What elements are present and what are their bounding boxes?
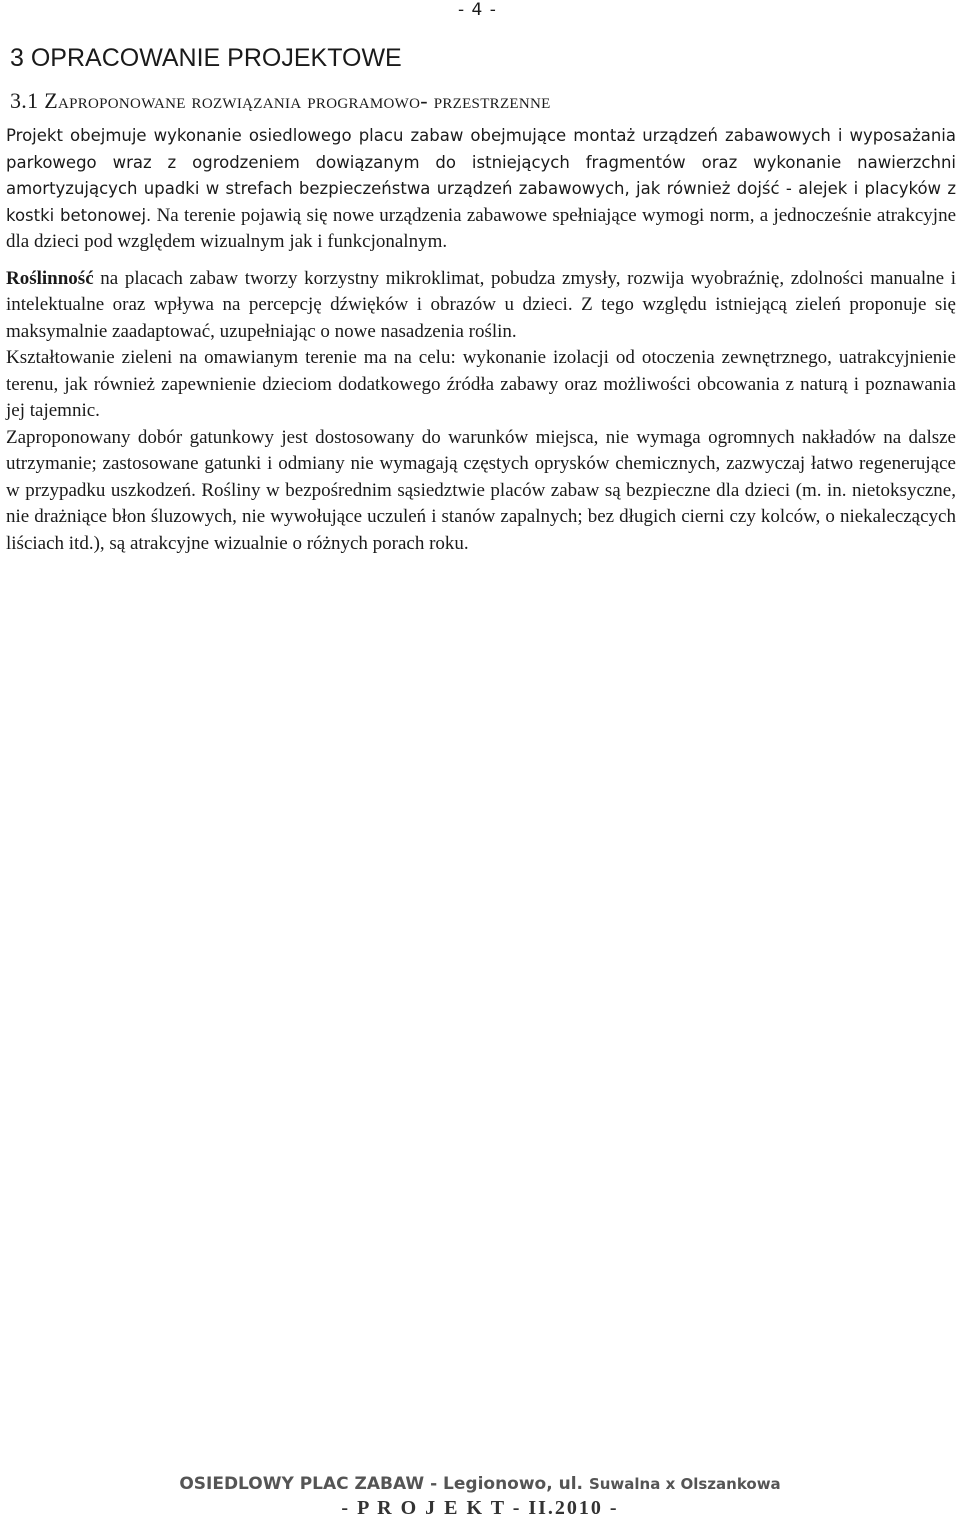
paragraph-plants	[6, 266, 956, 346]
paragraph-intro-part2: Na terenie pojawią się nowe urządzenia zabawowe spełniające wymogi norm, a jednocześnie atrakcyjne dla dzieci pod względem wizualnym jak i funkcjonalnym.	[6, 204, 957, 252]
paragraph-greenery: Kształtowanie zieleni na omawianym terenie ma na celu: wykonanie izolacji od otoczenia zewnętrznego, uatrakcyjnienie terenu, jak również zapewnienie dzieciom dodatkowego źródła zabawy oraz możliwości obcowania z naturą i poznawania jej tajemnic.	[6, 347, 956, 421]
paragraph-species: Zaproponowany dobór gatunkowy jest dostosowany do warunków miejsca, nie wymaga ogromnych nakładów na dalsze utrzymanie; zastosowane gatunki i odmiany nie wymagają częstych oprysków chemicznych, zazwyczaj łatwo regenerujące w przypadku uszkodzeń. Rośliny w bezpośrednim sąsiedztwie placów zabaw są bezpieczne dla dzieci (m. in. nietoksyczne, nie drażniące błon śluzowych, nie wywołujące uczuleń i stanów zapalnych; bez długich cierni czy kolców, o niekaleczących liściach itd.), są atrakcyjne wizualnie o różnych porach roku.	[6, 426, 956, 554]
footer-project-date: - P R O J E K T - II.2010 -	[341, 1497, 619, 1519]
section-heading: 3 OPRACOWANIE PROJEKTOWE	[10, 44, 402, 72]
paragraph-plants-text: na placach zabaw tworzy korzystny mikroklimat, pobudza zmysły, rozwija wyobraźnię, zdolności manualne i intelektualne oraz wpływa na percepcję dźwięków i obrazów u dzieci. Z tego względu istniejącą zieleń proponuje się maksymalnie zaadaptować, uzupełniając o nowe nasadzenia roślin.	[6, 267, 956, 342]
page-number: - 4 -	[458, 0, 497, 20]
paragraph-intro-part1: Projekt obejmuje wykonanie osiedlowego placu zabaw obejmujące montaż urządzeń zabawowych i wyposażania parkowego wraz z ogrodzeniem dowiązanym do istniejących fragmentów oraz wykonanie nawierzchni amortyzujących upadki w strefach bezpieczeństwa urządzeń zabawowych, jak również dojść - alejek i placyków z kostki betonowej.	[6, 126, 956, 225]
footer-project-title	[0, 1474, 960, 1494]
document-body	[6, 123, 956, 557]
subsection-heading: 3.1 Zaproponowane rozwiązania programowo- przestrzenne	[10, 88, 551, 113]
paragraph-intro	[6, 123, 956, 256]
footer-title-street: Suwalna x Olszankowa	[588, 1475, 781, 1493]
footer-title-main: OSIEDLOWY PLAC ZABAW - Legionowo, ul.	[179, 1474, 584, 1494]
paragraph-plants-term: Roślinność	[6, 267, 94, 289]
